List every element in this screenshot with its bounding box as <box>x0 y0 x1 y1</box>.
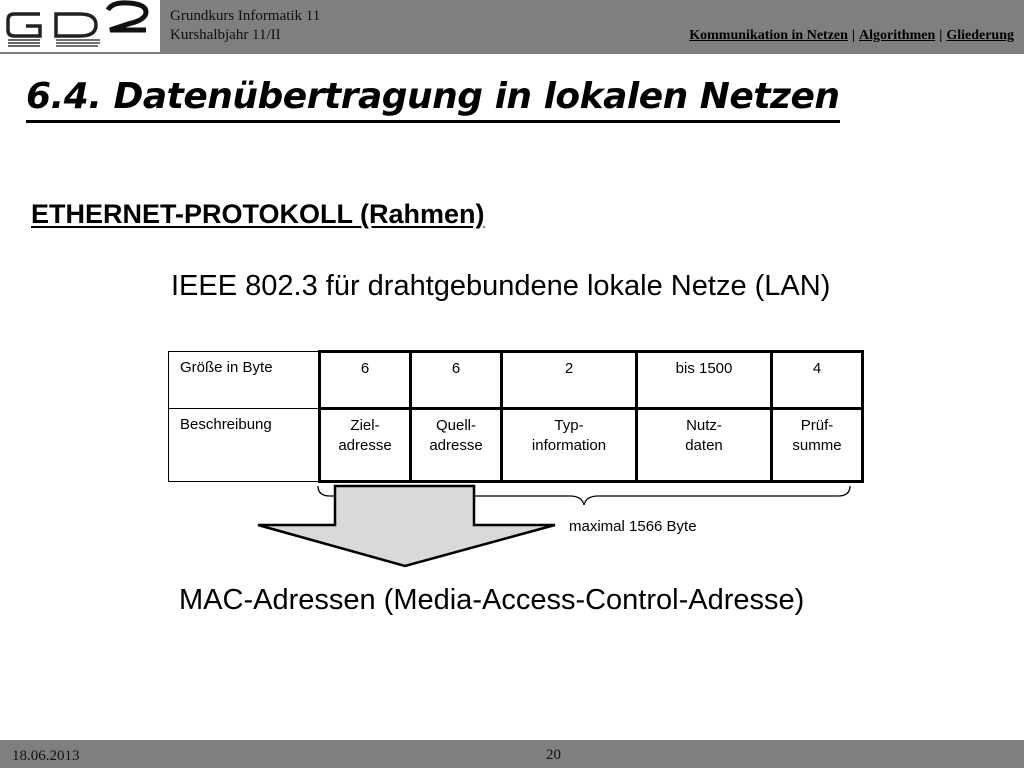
row-label-size: Größe in Byte <box>169 352 320 409</box>
footer-date: 18.06.2013 <box>12 748 80 764</box>
field-desc-line: daten <box>685 437 723 454</box>
frame-field-size: 2 <box>502 352 637 409</box>
footer-bar <box>0 740 1024 768</box>
row-label-description: Beschreibung <box>169 409 320 482</box>
nav-link-algorithmen[interactable]: Algorithmen <box>859 28 936 43</box>
course-name: Grundkurs Informatik 11 <box>170 8 321 24</box>
nav-separator: | <box>939 28 943 43</box>
field-desc-line: adresse <box>338 437 392 454</box>
field-desc-line: Ziel- <box>350 417 380 434</box>
section-heading: ETHERNET-PROTOKOLL (Rahmen) <box>31 199 485 229</box>
field-desc-line: Nutz- <box>686 417 722 434</box>
page-number: 20 <box>546 747 561 763</box>
nav-separator: | <box>851 28 856 43</box>
nav-link-kommunikation[interactable]: Kommunikation in Netzen <box>689 28 848 43</box>
slide-title: 6.4. Datenübertragung in lokalen Netzen <box>26 74 840 123</box>
max-frame-size-label: maximal 1566 Byte <box>569 518 697 535</box>
frame-field-size: 6 <box>320 352 411 409</box>
down-arrow-shape <box>258 486 555 566</box>
field-desc-line: summe <box>792 437 842 454</box>
nav-link-gliederung[interactable]: Gliederung <box>946 28 1014 43</box>
mac-address-text: MAC-Adressen (Media-Access-Control-Adresse) <box>179 584 805 616</box>
field-desc-line: Prüf- <box>800 417 834 434</box>
course-term: Kurshalbjahr 11/II <box>170 27 281 43</box>
frame-field-size: 4 <box>772 352 863 409</box>
field-desc-line: information <box>531 437 607 454</box>
frame-field-size: bis 1500 <box>637 352 772 409</box>
ieee-standard-text: IEEE 802.3 für drahtgebundene lokale Netze (LAN) <box>171 270 831 302</box>
field-desc-line: adresse <box>429 437 483 454</box>
frame-field-size: 6 <box>411 352 502 409</box>
field-desc-line: Quell- <box>435 417 476 434</box>
field-desc-line: Typ- <box>554 417 584 434</box>
